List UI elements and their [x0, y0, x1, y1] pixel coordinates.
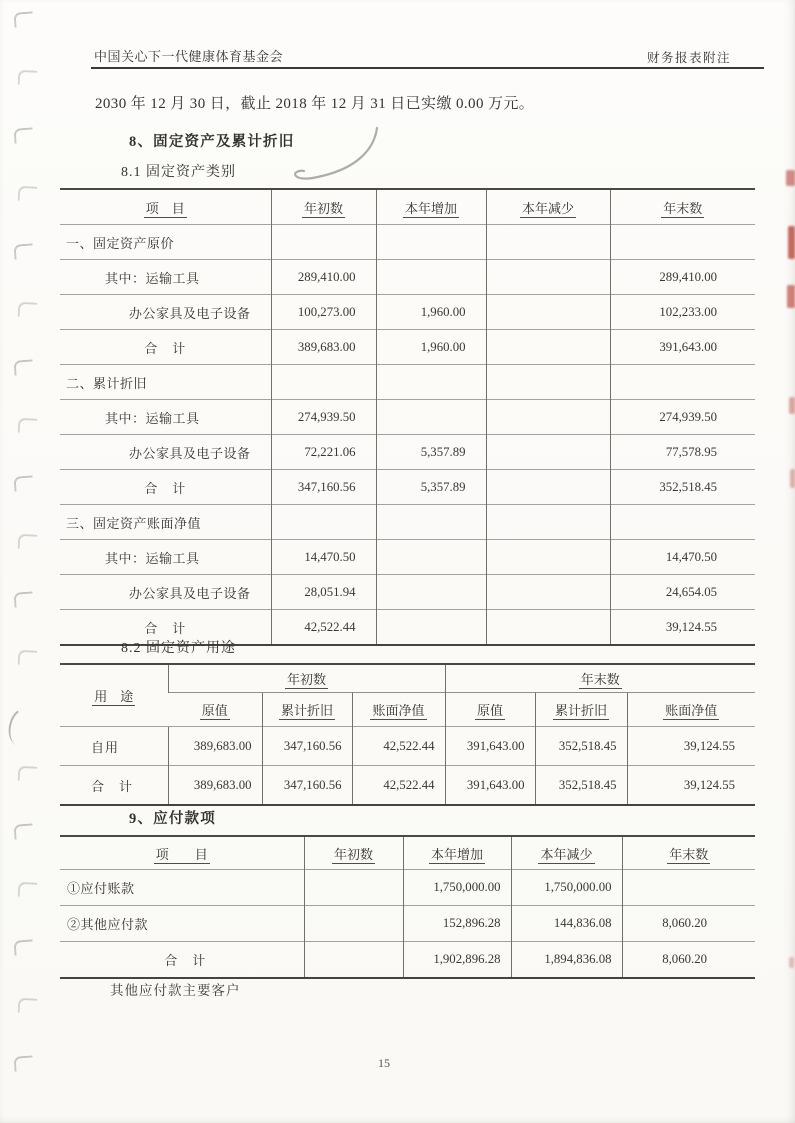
table-cell: 1,750,000.00: [511, 870, 622, 906]
section-8-1-title: 8.1 固定资产类别: [121, 165, 236, 180]
table-cell: 102,233.00: [610, 295, 755, 330]
table-cell: [610, 225, 755, 260]
row-label: ①应付账款: [60, 870, 304, 906]
binding-hole: [13, 1055, 33, 1071]
table-cell: 274,939.50: [610, 400, 755, 435]
binding-hole: [13, 823, 33, 839]
table-cell: [486, 225, 610, 260]
table-cell: 347,160.56: [262, 766, 352, 806]
table-row: [60, 540, 755, 575]
row-label: 其中：运输工具: [60, 400, 271, 435]
page-number: 15: [378, 1056, 390, 1070]
table-cell: 1,960.00: [376, 330, 486, 365]
row-label: 办公家具及电子设备: [60, 435, 271, 470]
section-8-title: 8、固定资产及累计折旧: [129, 134, 295, 150]
stamp-bleed-mark: [786, 170, 795, 186]
table-row: [60, 435, 755, 470]
row-label: 一、固定资产原价: [60, 225, 271, 260]
table-cell: 352,518.45: [535, 766, 627, 806]
table-cell: [486, 365, 610, 400]
table-cell: [486, 260, 610, 295]
table-row: [60, 505, 755, 540]
col-header-increase: 本年增加: [376, 189, 486, 225]
table-cell: 14,470.50: [610, 540, 755, 575]
section-9-title: 9、应付款项: [129, 811, 216, 827]
table-cell: 24,654.05: [610, 575, 755, 610]
table-cell: [486, 295, 610, 330]
table-row: [60, 906, 755, 942]
col-header-net-value: 账面净值: [352, 693, 445, 727]
binding-hole: [18, 882, 38, 898]
asset-usage-table: [60, 663, 755, 806]
table-cell: 289,410.00: [271, 260, 376, 295]
table-cell: 391,643.00: [610, 330, 755, 365]
col-header-net-value: 账面净值: [627, 693, 755, 727]
col-header-accum-depreciation: 累计折旧: [262, 693, 352, 727]
table-cell: [486, 435, 610, 470]
table-row: [60, 400, 755, 435]
binding-hole: [18, 534, 38, 550]
table-cell: 39,124.55: [610, 610, 755, 646]
row-label: 合 计: [60, 470, 271, 505]
row-label: 合 计: [60, 766, 168, 806]
col-header-original-value: 原值: [168, 693, 262, 727]
table-cell: [376, 260, 486, 295]
table-cell: 72,221.06: [271, 435, 376, 470]
table-row: [60, 942, 755, 979]
table-cell: 77,578.95: [610, 435, 755, 470]
table-row: [60, 365, 755, 400]
table-cell: [376, 610, 486, 646]
col-header-end: 年末数: [610, 189, 755, 225]
binding-hole: [13, 11, 33, 27]
binding-hole: [18, 418, 38, 434]
table-cell: 28,051.94: [271, 575, 376, 610]
col-header-decrease: 本年减少: [486, 189, 610, 225]
table-row: [60, 766, 755, 806]
table-cell: 8,060.20: [622, 906, 755, 942]
table-cell: 389,683.00: [271, 330, 376, 365]
table-cell: [271, 365, 376, 400]
table-cell: 8,060.20: [622, 942, 755, 979]
binding-hole: [18, 70, 38, 86]
row-label: ②其他应付款: [60, 906, 304, 942]
binding-hole: [13, 939, 33, 955]
table-row: [60, 870, 755, 906]
section-8-2-title: 8.2 固定资产用途: [121, 641, 236, 656]
binding-hole: [13, 591, 33, 607]
col-header-use: 用 途: [94, 689, 134, 704]
table-cell: [376, 505, 486, 540]
row-label: 三、固定资产账面净值: [60, 505, 271, 540]
table-header-row: [60, 836, 755, 870]
table-cell: [622, 870, 755, 906]
table-cell: [376, 540, 486, 575]
binding-hole: [13, 127, 33, 143]
table-cell: 42,522.44: [352, 766, 445, 806]
col-header-item: 项 目: [145, 200, 185, 216]
table-cell: 1,894,836.08: [511, 942, 622, 979]
table-cell: 152,896.28: [403, 906, 511, 942]
row-label: 合 计: [60, 942, 304, 979]
table-cell: 347,160.56: [271, 470, 376, 505]
stamp-bleed-mark: [789, 957, 794, 968]
col-header-increase: 本年增加: [403, 836, 511, 870]
table-cell: 100,273.00: [271, 295, 376, 330]
table-cell: [304, 906, 403, 942]
table-cell: 391,643.00: [445, 766, 535, 806]
row-label: 合 计: [60, 330, 271, 365]
stamp-bleed-mark: [787, 285, 795, 308]
table-cell: [486, 575, 610, 610]
row-label: 自用: [60, 727, 168, 766]
table-cell: [486, 330, 610, 365]
table-cell: [486, 540, 610, 575]
col-header-item: 项 目: [155, 846, 208, 862]
table-cell: 389,683.00: [168, 766, 262, 806]
binding-hole: [18, 766, 38, 782]
row-label: 二、累计折旧: [60, 365, 271, 400]
table-cell: 347,160.56: [262, 727, 352, 766]
table-cell: 42,522.44: [352, 727, 445, 766]
table-cell: [304, 942, 403, 979]
header-rule: [91, 67, 764, 69]
table-row: [60, 727, 755, 766]
table-row: [60, 260, 755, 295]
col-header-begin: 年初数: [271, 189, 376, 225]
table-cell: 352,518.45: [610, 470, 755, 505]
table-cell: [271, 225, 376, 260]
stamp-bleed-mark: [788, 226, 795, 259]
col-group-end: 年末数: [445, 664, 755, 693]
payables-table: [60, 835, 755, 979]
table-cell: 14,470.50: [271, 540, 376, 575]
binding-hole: [4, 705, 39, 749]
table-cell: 5,357.89: [376, 435, 486, 470]
binding-hole: [18, 186, 38, 202]
table-row: [60, 575, 755, 610]
intro-paragraph: 2030 年 12 月 30 日，截止 2018 年 12 月 31 日已实缴 0.00 万元。: [95, 96, 535, 112]
binding-hole: [13, 359, 33, 375]
row-label: 合 计: [60, 610, 271, 646]
col-header-accum-depreciation: 累计折旧: [535, 693, 627, 727]
table-cell: [376, 225, 486, 260]
table-row: [60, 295, 755, 330]
table-cell: 391,643.00: [445, 727, 535, 766]
stamp-bleed-mark: [790, 469, 795, 488]
table-cell: 1,902,896.28: [403, 942, 511, 979]
binding-hole: [18, 302, 38, 318]
binding-hole: [13, 243, 33, 259]
col-header-original-value: 原值: [445, 693, 535, 727]
table-cell: [486, 610, 610, 646]
org-name: 中国关心下一代健康体育基金会: [94, 49, 284, 64]
table-cell: [610, 505, 755, 540]
row-label: 办公家具及电子设备: [60, 295, 271, 330]
table-row: [60, 330, 755, 365]
stamp-bleed-mark: [789, 397, 795, 414]
table-cell: [486, 505, 610, 540]
row-label: 其中：运输工具: [60, 260, 271, 295]
table-header-row: [60, 664, 755, 693]
table-cell: [486, 400, 610, 435]
table-cell: 5,357.89: [376, 470, 486, 505]
table-header-row: [60, 189, 755, 225]
table-cell: [376, 575, 486, 610]
table-row: [60, 470, 755, 505]
table-cell: [376, 365, 486, 400]
row-label: 其中：运输工具: [60, 540, 271, 575]
table-cell: [610, 365, 755, 400]
table-cell: 1,960.00: [376, 295, 486, 330]
col-header-begin: 年初数: [304, 836, 403, 870]
binding-hole: [18, 650, 38, 666]
table-cell: 39,124.55: [627, 727, 755, 766]
binding-hole: [18, 998, 38, 1014]
table-cell: 1,750,000.00: [403, 870, 511, 906]
payables-footnote: 其他应付款主要客户: [110, 983, 241, 998]
table-cell: 289,410.00: [610, 260, 755, 295]
table-cell: [304, 870, 403, 906]
fixed-assets-table: [60, 188, 755, 646]
col-header-end: 年末数: [622, 836, 755, 870]
table-cell: 39,124.55: [627, 766, 755, 806]
doc-type-label: 财务报表附注: [646, 51, 731, 65]
table-cell: 144,836.08: [511, 906, 622, 942]
table-cell: 274,939.50: [271, 400, 376, 435]
table-cell: [486, 470, 610, 505]
binding-hole: [13, 475, 33, 491]
table-cell: 389,683.00: [168, 727, 262, 766]
table-cell: 352,518.45: [535, 727, 627, 766]
col-header-decrease: 本年减少: [511, 836, 622, 870]
table-cell: [271, 505, 376, 540]
table-row: [60, 225, 755, 260]
col-group-begin: 年初数: [168, 664, 445, 693]
row-label: 办公家具及电子设备: [60, 575, 271, 610]
table-cell: 42,522.44: [271, 610, 376, 646]
table-cell: [376, 400, 486, 435]
